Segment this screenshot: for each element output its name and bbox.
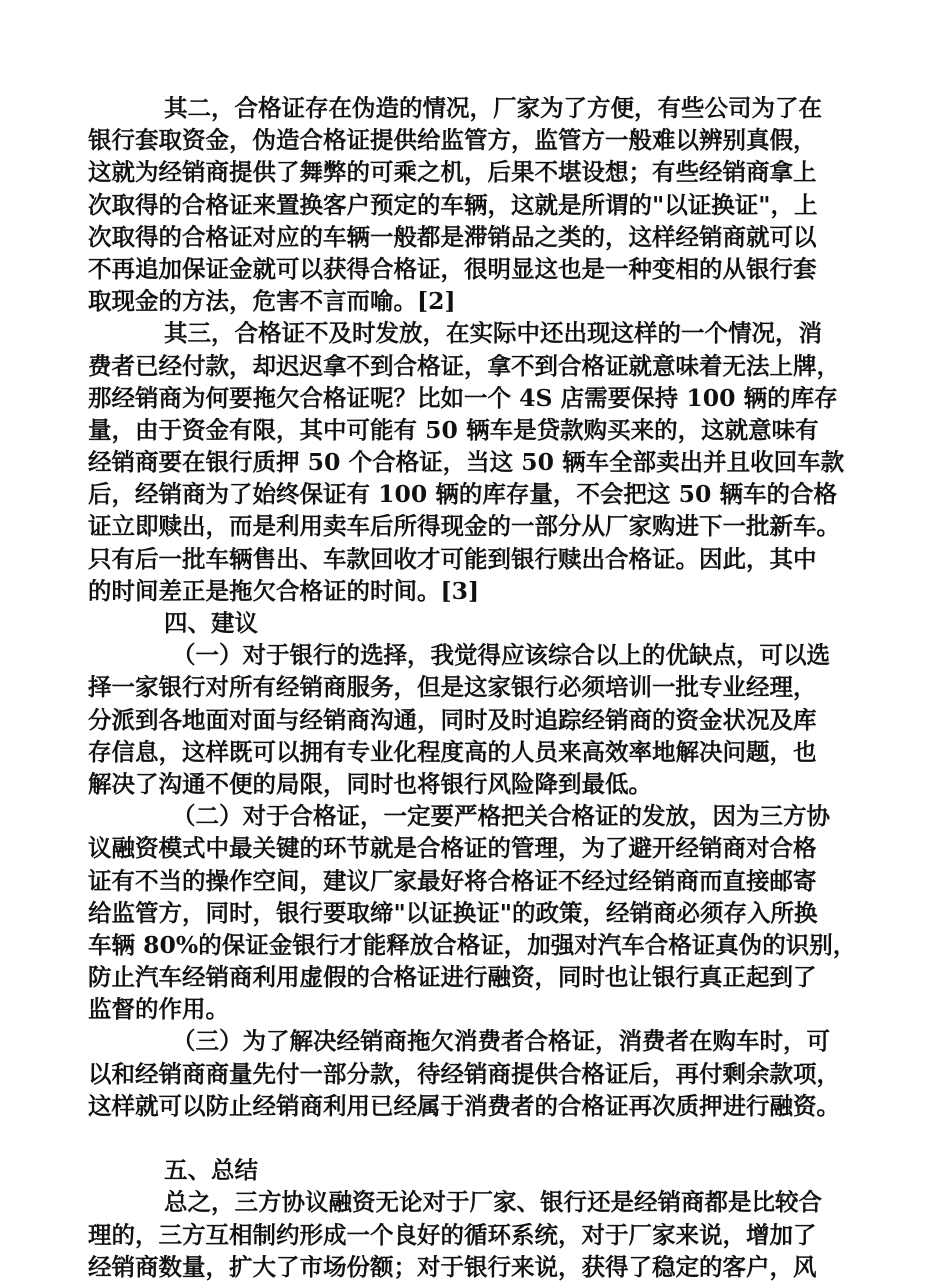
text-line: （一）对于银行的选择，我觉得应该综合以上的优缺点，可以选 bbox=[172, 641, 830, 670]
body-text bbox=[88, 92, 878, 1283]
text-line: 不再追加保证金就可以获得合格证，很明显这也是一种变相的从银行套 bbox=[88, 254, 817, 283]
text-line: 车辆 80%的保证金银行才能释放合格证，加强对汽车合格证真伪的识别， bbox=[88, 930, 857, 959]
text-line: 的时间差正是拖欠合格证的时间。[3] bbox=[88, 576, 480, 605]
text-line: 给监管方，同时，银行要取缔"以证换证"的政策，经销商必须存入所换 bbox=[88, 898, 818, 927]
text-line: 五、总结 bbox=[164, 1156, 258, 1185]
text-line: 次取得的合格证来置换客户预定的车辆，这就是所谓的"以证换证"，上 bbox=[88, 190, 818, 219]
text-line: 次取得的合格证对应的车辆一般都是滞销品之类的，这样经销商就可以 bbox=[88, 222, 817, 251]
text-line: 只有后一批车辆售出、车款回收才可能到银行赎出合格证。因此，其中 bbox=[88, 544, 817, 573]
text-line: 那经销商为何要拖欠合格证呢？比如一个 4S 店需要保持 100 辆的库存 bbox=[88, 383, 838, 412]
text-line: 经销商数量，扩大了市场份额；对于银行来说，获得了稳定的客户，风 bbox=[88, 1252, 817, 1281]
text-line: （三）为了解决经销商拖欠消费者合格证，消费者在购车时，可 bbox=[172, 1027, 830, 1056]
text-line: 以和经销商商量先付一部分款，待经销商提供合格证后，再付剩余款项， bbox=[88, 1059, 840, 1088]
text-line: 经销商要在银行质押 50 个合格证，当这 50 辆车全部卖出并且收回车款 bbox=[88, 448, 845, 477]
text-line: 监督的作用。 bbox=[88, 995, 229, 1024]
text-line: 解决了沟通不便的局限，同时也将银行风险降到最低。 bbox=[88, 769, 652, 798]
text-line: 择一家银行对所有经销商服务，但是这家银行必须培训一批专业经理， bbox=[88, 673, 817, 702]
text-line: 费者已经付款，却迟迟拿不到合格证，拿不到合格证就意味着无法上牌， bbox=[88, 351, 840, 380]
text-line: 其二，合格证存在伪造的情况，厂家为了方便，有些公司为了在 bbox=[164, 94, 822, 122]
text-line: 证有不当的操作空间，建议厂家最好将合格证不经过经销商而直接邮寄 bbox=[88, 866, 817, 895]
text-line: 存信息，这样既可以拥有专业化程度高的人员来高效率地解决问题，也 bbox=[88, 737, 817, 766]
text-line: 这样就可以防止经销商利用已经属于消费者的合格证再次质押进行融资。 bbox=[88, 1091, 840, 1120]
text-line: 量，由于资金有限，其中可能有 50 辆车是贷款购买来的，这就意味有 bbox=[88, 415, 819, 444]
text-line: 证立即赎出，而是利用卖车后所得现金的一部分从厂家购进下一批新车。 bbox=[88, 512, 840, 541]
text-line: 银行套取资金，伪造合格证提供给监管方，监管方一般难以辨别真假， bbox=[88, 126, 817, 155]
text-line: 后，经销商为了始终保证有 100 辆的库存量，不会把这 50 辆车的合格 bbox=[88, 480, 837, 509]
text-line: 四、建议 bbox=[164, 609, 258, 637]
text-line: 理的，三方互相制约形成一个良好的循环系统，对于厂家来说，增加了 bbox=[88, 1220, 817, 1249]
text-line: 取现金的方法，危害不言而喻。[2] bbox=[88, 287, 456, 316]
text-line: 这就为经销商提供了舞弊的可乘之机，后果不堪设想；有些经销商拿上 bbox=[88, 158, 817, 187]
text-line: 分派到各地面对面与经销商沟通，同时及时追踪经销商的资金状况及库 bbox=[88, 705, 817, 734]
blank-line bbox=[88, 1122, 878, 1154]
text-line: 总之，三方协议融资无论对于厂家、银行还是经销商都是比较合 bbox=[164, 1188, 822, 1217]
text-line: 其三，合格证不及时发放，在实际中还出现这样的一个情况，消 bbox=[164, 319, 822, 348]
text-line: 防止汽车经销商利用虚假的合格证进行融资，同时也让银行真正起到了 bbox=[88, 963, 817, 992]
text-line: 议融资模式中最关键的环节就是合格证的管理，为了避开经销商对合格 bbox=[88, 834, 817, 863]
text-line: （二）对于合格证，一定要严格把关合格证的发放，因为三方协 bbox=[172, 802, 830, 831]
